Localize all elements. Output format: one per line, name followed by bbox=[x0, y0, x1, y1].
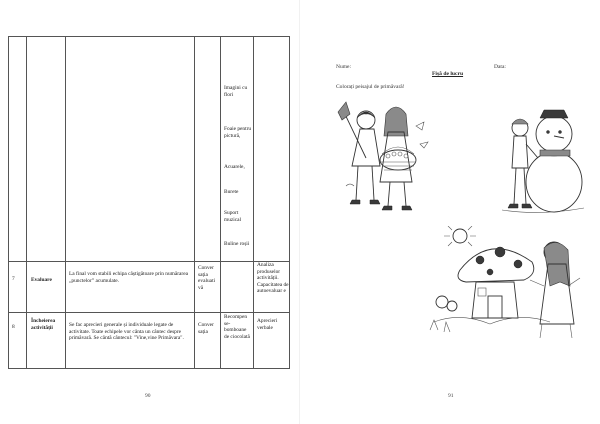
table-column-divider bbox=[194, 36, 195, 369]
right-page bbox=[300, 0, 600, 424]
table-bottom-border bbox=[8, 368, 290, 369]
row-content: La final vom stabili echipa câștigătoare prin numărarea „punctelor” acumulate. bbox=[69, 271, 188, 284]
resource-item: Buline roșii bbox=[224, 241, 250, 247]
worksheet-title: Fișă de lucru bbox=[432, 71, 464, 77]
row-stage: Încheierea activității bbox=[31, 318, 56, 331]
row-evaluation: Aprecieri verbale bbox=[257, 318, 278, 331]
resource-item: Acuarele, bbox=[224, 164, 245, 170]
name-label: Nume: bbox=[336, 64, 351, 70]
page-number: 91 bbox=[448, 393, 454, 399]
resource-item: Imagini cu flori bbox=[224, 85, 248, 98]
row-content: Se fac aprecieri generale și individuale legate de activitate. Toate echipele vor cânta un cântec despre primăvară. Se cântă cântecul: "Vine,vine Primăvara". bbox=[69, 322, 184, 342]
resource-item: Foaie pentru pictură, bbox=[224, 126, 252, 139]
table-right-border bbox=[289, 36, 290, 369]
page-number: 90 bbox=[145, 393, 151, 399]
children-with-basket-drawing bbox=[336, 96, 438, 218]
row-number: 8 bbox=[12, 324, 15, 330]
worksheet-instruction: Colorați peisajul de primăvară! bbox=[336, 84, 405, 90]
table-row-divider bbox=[8, 261, 290, 262]
table-column-divider bbox=[220, 36, 221, 369]
row-method: Conver sația bbox=[198, 322, 214, 335]
row-stage: Evaluare bbox=[31, 277, 52, 283]
table-column-divider bbox=[253, 36, 254, 369]
resource-item: Burete bbox=[224, 189, 239, 195]
row-number: 7 bbox=[12, 276, 15, 282]
resource-item: Suport muzical bbox=[224, 210, 242, 223]
date-label: Data: bbox=[494, 64, 506, 70]
table-row-divider bbox=[8, 312, 290, 313]
table-column-divider bbox=[26, 36, 27, 369]
row-means: Recompen se- bomboane de ciocolată bbox=[224, 314, 250, 340]
table-left-border bbox=[8, 36, 9, 369]
mushroom-house-spring-drawing bbox=[420, 226, 584, 342]
row-evaluation: Analiza produselor activității. Capacitatea de autoevaluar e bbox=[257, 262, 289, 295]
children-building-snowman-drawing bbox=[500, 104, 586, 220]
row-method: Conver sația evaluati vă bbox=[198, 265, 216, 291]
table-top-border bbox=[8, 36, 290, 37]
table-column-divider bbox=[65, 36, 66, 369]
